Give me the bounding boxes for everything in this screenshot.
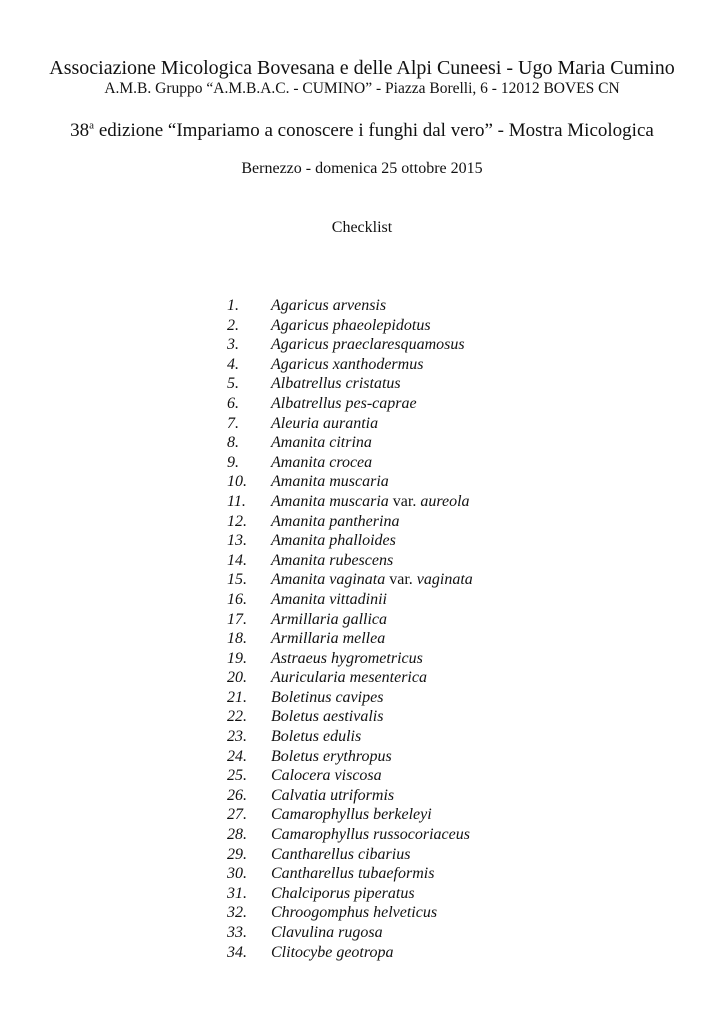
list-item-number: 13. [227, 532, 247, 550]
variety-label: var. [388, 492, 421, 510]
species-binomial: Chroogomphus helveticus [271, 904, 438, 922]
list-item [0, 414, 724, 434]
species-binomial: Amanita phalloides [271, 532, 396, 550]
association-title: Associazione Micologica Bovesana e delle Alpi Cuneesi - Ugo Maria Cumino [49, 57, 675, 79]
list-item [0, 355, 724, 375]
species-binomial: Albatrellus cristatus [271, 375, 401, 393]
group-address: A.M.B. Gruppo “A.M.B.A.C. - CUMINO” - Piazza Borelli, 6 - 12012 BOVES CN [104, 80, 620, 97]
species-binomial: Amanita muscaria [271, 492, 389, 510]
species-name [271, 845, 410, 865]
list-item [0, 531, 724, 551]
list-item [0, 943, 724, 963]
list-item-number: 11. [227, 492, 246, 510]
species-name [271, 531, 396, 551]
list-item [0, 394, 724, 414]
species-name [271, 590, 387, 610]
list-item [0, 845, 724, 865]
list-item-number: 4. [227, 355, 239, 373]
list-item-number: 10. [227, 473, 247, 491]
list-item [0, 492, 724, 512]
species-name [271, 786, 394, 806]
list-item-number: 5. [227, 375, 239, 393]
species-binomial: Agaricus phaeolepidotus [271, 316, 431, 334]
species-binomial: Boletus aestivalis [271, 708, 384, 726]
species-binomial: Agaricus xanthodermus [271, 355, 424, 373]
species-name [271, 296, 386, 316]
list-item-number: 7. [227, 414, 239, 432]
species-name [271, 374, 401, 394]
list-item-number: 14. [227, 551, 247, 569]
list-item [0, 805, 724, 825]
species-name [271, 316, 431, 336]
edition-text: edizione “Impariamo a conoscere i funghi dal vero” - Mostra Micologica [94, 120, 654, 141]
species-binomial: Amanita rubescens [271, 551, 394, 569]
list-item [0, 649, 724, 669]
species-name [271, 903, 437, 923]
species-name [271, 453, 372, 473]
species-binomial: Boletus erythropus [271, 747, 392, 765]
event-date: Bernezzo - domenica 25 ottobre 2015 [241, 160, 483, 177]
species-name [271, 570, 473, 590]
species-binomial: Camarophyllus russocoriaceus [271, 826, 470, 844]
list-item-number: 15. [227, 571, 247, 589]
species-binomial: Armillaria gallica [271, 610, 387, 628]
species-name [271, 433, 372, 453]
species-name [271, 512, 399, 532]
species-name [271, 414, 378, 434]
list-item [0, 903, 724, 923]
list-item [0, 472, 724, 492]
list-item-number: 24. [227, 747, 247, 765]
species-name [271, 884, 415, 904]
list-item [0, 727, 724, 747]
list-item-number: 19. [227, 649, 247, 667]
list-item [0, 786, 724, 806]
list-item [0, 433, 724, 453]
species-name [271, 943, 394, 963]
list-item [0, 570, 724, 590]
list-item [0, 296, 724, 316]
list-item-number: 2. [227, 316, 239, 334]
species-binomial: Cantharellus tubaeformis [271, 865, 435, 883]
species-binomial: Amanita vittadinii [271, 590, 387, 608]
variety-name: aureola [420, 492, 470, 510]
species-name [271, 805, 432, 825]
list-item [0, 923, 724, 943]
list-item [0, 551, 724, 571]
species-name [271, 551, 393, 571]
species-name [271, 355, 423, 375]
species-binomial: Clitocybe geotropa [271, 943, 394, 961]
species-name [271, 668, 427, 688]
edition-heading [0, 119, 724, 143]
species-name [271, 825, 470, 845]
list-item-number: 20. [227, 669, 247, 687]
species-name [271, 864, 434, 884]
species-binomial: Cantharellus cibarius [271, 845, 411, 863]
list-item [0, 766, 724, 786]
species-binomial: Boletus edulis [271, 728, 362, 746]
species-binomial: Albatrellus pes-caprae [271, 394, 417, 412]
list-item-number: 1. [227, 297, 239, 314]
list-item [0, 590, 724, 610]
list-item-number: 26. [227, 786, 247, 804]
list-item [0, 825, 724, 845]
list-item-number: 6. [227, 394, 239, 412]
species-name [271, 629, 385, 649]
species-binomial: Armillaria mellea [271, 630, 386, 648]
variety-name: vaginata [416, 571, 473, 589]
species-name [271, 727, 361, 747]
species-name [271, 610, 387, 630]
list-item [0, 453, 724, 473]
species-binomial: Amanita muscaria [271, 473, 389, 491]
species-binomial: Amanita crocea [271, 453, 373, 471]
list-item-number: 28. [227, 826, 247, 844]
list-item-number: 18. [227, 630, 247, 648]
list-item [0, 335, 724, 355]
species-binomial: Amanita vaginata [271, 571, 386, 589]
list-item-number: 16. [227, 590, 247, 608]
list-item [0, 668, 724, 688]
list-item [0, 512, 724, 532]
species-name [271, 394, 417, 414]
species-binomial: Aleuria aurantia [271, 414, 379, 432]
species-binomial: Auricularia mesenterica [271, 669, 427, 687]
species-binomial: Calocera viscosa [271, 767, 382, 785]
list-item-number: 31. [227, 884, 247, 902]
variety-label: var. [385, 571, 417, 589]
list-item-number: 12. [227, 512, 247, 530]
species-binomial: Agaricus praeclaresquamosus [271, 336, 465, 354]
list-item-number: 8. [227, 434, 239, 452]
list-item-number: 23. [227, 728, 247, 746]
list-item-number: 33. [227, 924, 247, 941]
list-item-number: 34. [227, 943, 247, 961]
list-item-number: 9. [227, 453, 239, 471]
species-binomial: Amanita citrina [271, 434, 372, 452]
species-binomial: Clavulina rugosa [271, 924, 383, 941]
list-item-number: 3. [227, 336, 239, 354]
species-name [271, 649, 423, 669]
checklist-heading: Checklist [331, 219, 393, 236]
species-name [271, 492, 470, 512]
list-item [0, 707, 724, 727]
list-item [0, 884, 724, 904]
list-item-number: 21. [227, 688, 247, 706]
list-item [0, 610, 724, 630]
species-name [271, 335, 465, 355]
species-binomial: Astraeus hygrometricus [271, 649, 423, 667]
species-name [271, 472, 389, 492]
species-name [271, 766, 382, 786]
list-item-number: 29. [227, 845, 247, 863]
list-item [0, 747, 724, 767]
list-item-number: 30. [227, 865, 247, 883]
species-name [271, 688, 383, 708]
edition-ordinal: a [89, 119, 95, 132]
list-item [0, 316, 724, 336]
species-list [0, 296, 724, 962]
list-item-number: 22. [227, 708, 247, 726]
list-item [0, 864, 724, 884]
species-binomial: Agaricus arvensis [271, 297, 387, 314]
list-item [0, 374, 724, 394]
species-name [271, 747, 392, 767]
list-item [0, 688, 724, 708]
list-item-number: 27. [227, 806, 247, 824]
species-binomial: Amanita pantherina [271, 512, 400, 530]
species-binomial: Calvatia utriformis [271, 786, 395, 804]
species-binomial: Boletinus cavipes [271, 688, 384, 706]
list-item-number: 32. [227, 904, 247, 922]
species-name [271, 707, 383, 727]
list-item-number: 25. [227, 767, 247, 785]
list-item [0, 629, 724, 649]
list-item-number: 17. [227, 610, 247, 628]
species-binomial: Camarophyllus berkeleyi [271, 806, 432, 824]
edition-number: 38 [70, 120, 90, 141]
species-binomial: Chalciporus piperatus [271, 884, 415, 902]
species-name [271, 923, 383, 943]
